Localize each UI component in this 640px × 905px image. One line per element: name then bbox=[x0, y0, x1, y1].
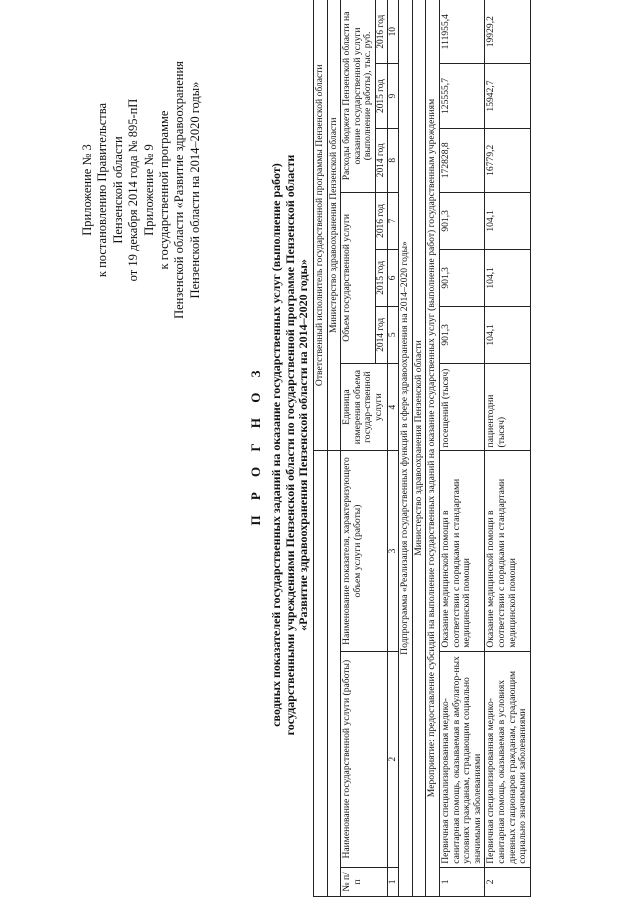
unit-cell: пациентодни (тысяч) bbox=[485, 363, 530, 451]
appendix-line: от 19 декабря 2014 года № 895-пП bbox=[126, 98, 141, 282]
service-cell: Первичная специализированная медико-санитарная помощь, оказываемая в условиях дневных стационаров гражданам, страдающим социально значимыми заболеваниями bbox=[485, 651, 530, 867]
title-line: «Развитие здравоохранения Пензенской области на 2014–2020 годы» bbox=[296, 259, 311, 631]
volume-cell: 104,1 bbox=[485, 249, 530, 306]
header-responsible: Ответственный исполнитель государственной программы Пензенской области bbox=[314, 0, 328, 451]
column-number: 3 bbox=[387, 451, 399, 651]
year-header: 2015 год bbox=[375, 249, 387, 306]
indicator-cell: Оказание медицинской помощи в соответствии с порядками и стандартами медицинской помощи bbox=[485, 451, 530, 651]
volume-cell: 901,3 bbox=[439, 306, 484, 363]
volume-cell: 901,3 bbox=[439, 249, 484, 306]
appendix-line: Пензенской области bbox=[110, 136, 125, 244]
ministry-row: Министерство здравоохранения Пензенской области bbox=[412, 0, 426, 897]
forecast-heading: П Р О Г Н О З bbox=[248, 364, 263, 526]
column-number: 8 bbox=[387, 128, 399, 192]
service-cell: Первичная специализированная медико-санитарная помощь, оказываемая в амбулатор-ных условиях гражданам, страдающим социально значимыми заболеваниями bbox=[439, 651, 484, 867]
column-number: 6 bbox=[387, 249, 399, 306]
title-line: сводных показателей государственных заданий на оказание государственных услуг (выполнение работ) bbox=[269, 163, 283, 727]
appendix-line: Приложение № 9 bbox=[141, 144, 156, 236]
appendix-line: Пензенской области на 2014–2020 годы» bbox=[187, 81, 202, 299]
header-service-name: Наименование государственной услуги (работы) bbox=[341, 651, 387, 867]
budget-cell: 172828,8 bbox=[439, 128, 484, 192]
column-number: 9 bbox=[387, 64, 399, 128]
appendix-line: Приложение № 3 bbox=[80, 144, 94, 236]
appendix-line: к государственной программе bbox=[157, 110, 172, 270]
budget-cell: 111955,4 bbox=[439, 0, 484, 64]
indicator-cell: Оказание медицинской помощи в соответствии с порядками и стандартами медицинской помощи bbox=[439, 451, 484, 651]
budget-cell: 16779,2 bbox=[485, 128, 530, 192]
forecast-table bbox=[313, 0, 531, 897]
row-number: 1 bbox=[439, 867, 484, 896]
volume-cell: 104,1 bbox=[485, 306, 530, 363]
year-header: 2014 год bbox=[375, 128, 387, 192]
year-header: 2014 год bbox=[375, 306, 387, 363]
appendix-block bbox=[80, 40, 203, 340]
table-row bbox=[485, 0, 530, 897]
column-number: 2 bbox=[387, 651, 399, 867]
document-title bbox=[248, 135, 311, 755]
column-number: 4 bbox=[387, 363, 399, 451]
appendix-line: Пензенской области «Развитие здравоохранения bbox=[172, 61, 187, 319]
column-number: 1 bbox=[387, 867, 399, 896]
header-ministry: Министерство здравоохранения Пензенской области bbox=[327, 0, 341, 451]
budget-cell: 19929,2 bbox=[485, 0, 530, 64]
year-header: 2016 год bbox=[375, 0, 387, 64]
budget-cell: 15942,7 bbox=[485, 64, 530, 128]
header-indicator: Наименование показателя, характеризующего объем услуги (работы) bbox=[341, 451, 387, 651]
appendix-line: к постановлению Правительства bbox=[95, 102, 110, 278]
column-number: 7 bbox=[387, 192, 399, 249]
column-number: 10 bbox=[387, 0, 399, 64]
volume-cell: 104,1 bbox=[485, 192, 530, 249]
header-budget: Расходы бюджета Пензенской области на оказание государственной услуги (выполнение работы), тыс. руб. bbox=[341, 0, 376, 192]
year-header: 2016 год bbox=[375, 192, 387, 249]
budget-cell: 125555,7 bbox=[439, 64, 484, 128]
unit-cell: посещений (тысяч) bbox=[439, 363, 484, 451]
measure-row: Мероприятие: предоставление субсидий на выполнение государственных заданий на оказание государственных услуг (выполнение работ) государственным учреждениям bbox=[426, 0, 440, 897]
subprogram-row: Подпрограмма «Реализация государственных функций в сфере здравоохранения на 2014–2020 годы» bbox=[399, 0, 413, 897]
header-volume: Объем государственной услуги bbox=[341, 192, 376, 363]
header-unit: Единица измерения объема государ-ственной услуги bbox=[341, 363, 387, 451]
table-row bbox=[439, 0, 484, 897]
year-header: 2015 год bbox=[375, 64, 387, 128]
column-number: 5 bbox=[387, 306, 399, 363]
header-empty bbox=[314, 451, 328, 897]
header-num: № п/п bbox=[341, 867, 387, 896]
row-number: 2 bbox=[485, 867, 530, 896]
title-line: государственными учреждениями Пензенской области по государственной программе Пензенской области bbox=[282, 154, 297, 736]
volume-cell: 901,3 bbox=[439, 192, 484, 249]
header-empty bbox=[327, 451, 341, 897]
